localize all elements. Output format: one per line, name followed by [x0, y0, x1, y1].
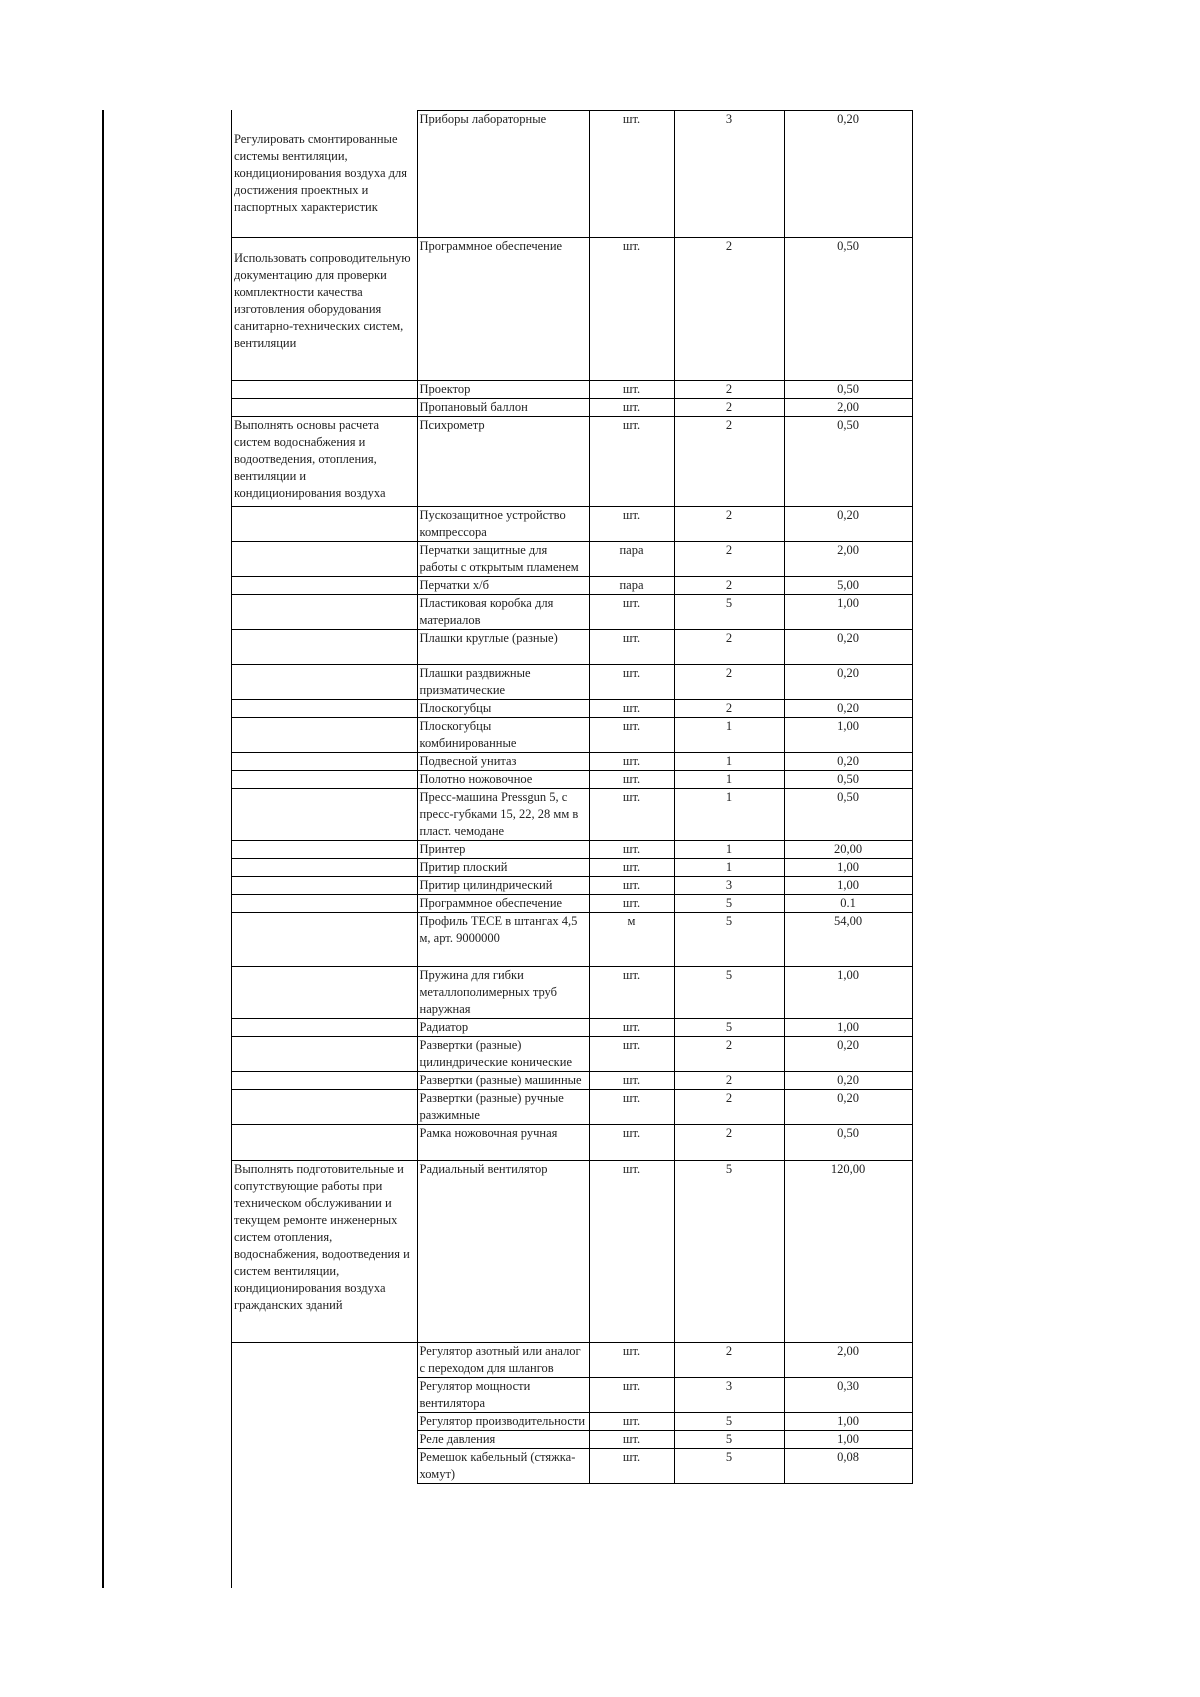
- item-cell: Пропановый баллон: [417, 399, 589, 417]
- unit-cell: шт.: [589, 753, 674, 771]
- value-cell: 1,00: [784, 859, 912, 877]
- item-cell: Программное обеспечение: [417, 895, 589, 913]
- value-cell: 0,20: [784, 665, 912, 700]
- qty-cell: 2: [674, 507, 784, 542]
- qty-cell: 5: [674, 1413, 784, 1431]
- competency-cell: [232, 1378, 417, 1413]
- unit-cell: шт.: [589, 771, 674, 789]
- unit-cell: шт.: [589, 859, 674, 877]
- competency-cell: [232, 1019, 417, 1037]
- competency-cell: [232, 1413, 417, 1431]
- value-cell: 1,00: [784, 1413, 912, 1431]
- table-row: [232, 1431, 912, 1449]
- competency-cell: [232, 753, 417, 771]
- item-cell: Подвесной унитаз: [417, 753, 589, 771]
- item-cell: Принтер: [417, 841, 589, 859]
- left-margin-line: [102, 110, 104, 1588]
- item-cell: Радиатор: [417, 1019, 589, 1037]
- item-cell: Развертки (разные) машинные: [417, 1072, 589, 1090]
- competency-cell: [232, 399, 417, 417]
- table-row: [232, 718, 912, 753]
- unit-cell: шт.: [589, 665, 674, 700]
- competency-cell: [232, 381, 417, 399]
- value-cell: 20,00: [784, 841, 912, 859]
- item-cell: Пускозащитное устройство компрессора: [417, 507, 589, 542]
- competency-cell: [232, 913, 417, 967]
- qty-cell: 2: [674, 1037, 784, 1072]
- unit-cell: шт.: [589, 1019, 674, 1037]
- competency-cell: [232, 859, 417, 877]
- table-row: [232, 877, 912, 895]
- value-cell: 0,20: [784, 111, 912, 238]
- value-cell: 0,20: [784, 753, 912, 771]
- qty-cell: 2: [674, 700, 784, 718]
- item-cell: Перчатки х/б: [417, 577, 589, 595]
- unit-cell: шт.: [589, 1449, 674, 1484]
- table-row: [232, 577, 912, 595]
- unit-cell: шт.: [589, 111, 674, 238]
- item-cell: Психрометр: [417, 417, 589, 507]
- value-cell: 54,00: [784, 913, 912, 967]
- table-row: [232, 1449, 912, 1484]
- table-row: [232, 859, 912, 877]
- item-cell: Пластиковая коробка для материалов: [417, 595, 589, 630]
- unit-cell: шт.: [589, 630, 674, 665]
- value-cell: 0,08: [784, 1449, 912, 1484]
- qty-cell: 2: [674, 1125, 784, 1161]
- item-cell: Притир плоский: [417, 859, 589, 877]
- qty-cell: 2: [674, 238, 784, 381]
- competency-cell: [232, 1072, 417, 1090]
- unit-cell: м: [589, 913, 674, 967]
- item-cell: Приборы лабораторные: [417, 111, 589, 238]
- unit-cell: шт.: [589, 1161, 674, 1343]
- qty-cell: 1: [674, 841, 784, 859]
- competency-cell: [232, 507, 417, 542]
- competency-cell: [232, 577, 417, 595]
- competency-cell: [232, 1431, 417, 1449]
- value-cell: 0,50: [784, 417, 912, 507]
- unit-cell: шт.: [589, 1037, 674, 1072]
- competency-cell: [232, 238, 417, 381]
- unit-cell: шт.: [589, 1343, 674, 1378]
- unit-cell: шт.: [589, 417, 674, 507]
- unit-cell: пара: [589, 577, 674, 595]
- competency-cell: [232, 718, 417, 753]
- unit-cell: шт.: [589, 507, 674, 542]
- item-cell: Профиль ТЕСЕ в штангах 4,5 м, арт. 9000000: [417, 913, 589, 967]
- unit-cell: шт.: [589, 1125, 674, 1161]
- table-row: [232, 238, 912, 381]
- value-cell: 1,00: [784, 1431, 912, 1449]
- table-row: [232, 771, 912, 789]
- unit-cell: шт.: [589, 1072, 674, 1090]
- competency-cell: [232, 542, 417, 577]
- competency-cell: [232, 1090, 417, 1125]
- qty-cell: 2: [674, 399, 784, 417]
- qty-cell: 2: [674, 417, 784, 507]
- competency-cell: [232, 967, 417, 1019]
- table-row: [232, 913, 912, 967]
- qty-cell: 2: [674, 542, 784, 577]
- item-cell: Притир цилиндрический: [417, 877, 589, 895]
- item-cell: Пружина для гибки металлополимерных труб наружная: [417, 967, 589, 1019]
- competency-cell: [232, 1125, 417, 1161]
- item-cell: Радиальный вентилятор: [417, 1161, 589, 1343]
- qty-cell: 3: [674, 877, 784, 895]
- competency-cell: [232, 789, 417, 841]
- value-cell: 1,00: [784, 595, 912, 630]
- table-row: [232, 967, 912, 1019]
- table-row: [232, 630, 912, 665]
- table-row: [232, 1343, 912, 1378]
- qty-cell: 5: [674, 967, 784, 1019]
- unit-cell: шт.: [589, 895, 674, 913]
- competency-cell: [232, 1343, 417, 1378]
- item-cell: Перчатки защитные для работы с открытым пламенем: [417, 542, 589, 577]
- qty-cell: 2: [674, 577, 784, 595]
- table-row: [232, 1161, 912, 1343]
- value-cell: 0,20: [784, 700, 912, 718]
- qty-cell: 2: [674, 630, 784, 665]
- competency-cell: [232, 771, 417, 789]
- value-cell: 1,00: [784, 877, 912, 895]
- table-row: [232, 417, 912, 507]
- item-cell: Программное обеспечение: [417, 238, 589, 381]
- unit-cell: шт.: [589, 789, 674, 841]
- table-row: [232, 665, 912, 700]
- qty-cell: 5: [674, 1019, 784, 1037]
- qty-cell: 5: [674, 895, 784, 913]
- value-cell: 0,50: [784, 789, 912, 841]
- value-cell: 0,20: [784, 630, 912, 665]
- table-row: [232, 841, 912, 859]
- value-cell: 0,20: [784, 1037, 912, 1072]
- table-row: [232, 1072, 912, 1090]
- qty-cell: 3: [674, 111, 784, 238]
- value-cell: 2,00: [784, 542, 912, 577]
- value-cell: 0,20: [784, 507, 912, 542]
- value-cell: 1,00: [784, 1019, 912, 1037]
- qty-cell: 1: [674, 753, 784, 771]
- item-cell: Реле давления: [417, 1431, 589, 1449]
- competency-cell: [232, 630, 417, 665]
- unit-cell: шт.: [589, 1431, 674, 1449]
- table-row: [232, 542, 912, 577]
- table-row: [232, 507, 912, 542]
- qty-cell: 1: [674, 771, 784, 789]
- table-row: [232, 1413, 912, 1431]
- competency-cell: Выполнять основы расчета систем водоснабжения и водоотведения, отопления, вентиляции и кондиционирования воздуха: [232, 417, 417, 507]
- unit-cell: шт.: [589, 399, 674, 417]
- qty-cell: 5: [674, 1449, 784, 1484]
- competency-cell: [232, 841, 417, 859]
- competency-cell: [232, 595, 417, 630]
- item-cell: Пресс-машина Pressgun 5, с пресс-губками 15, 22, 28 мм в пласт. чемодане: [417, 789, 589, 841]
- value-cell: 0,50: [784, 381, 912, 399]
- item-cell: Развертки (разные) ручные разжимные: [417, 1090, 589, 1125]
- item-cell: Плоскогубцы комбинированные: [417, 718, 589, 753]
- table-row: [232, 111, 912, 238]
- value-cell: 5,00: [784, 577, 912, 595]
- unit-cell: шт.: [589, 381, 674, 399]
- value-cell: 0,30: [784, 1378, 912, 1413]
- item-cell: Ремешок кабельный (стяжка-хомут): [417, 1449, 589, 1484]
- value-cell: 1,00: [784, 967, 912, 1019]
- item-cell: Рамка ножовочная ручная: [417, 1125, 589, 1161]
- table-row: [232, 700, 912, 718]
- qty-cell: 3: [674, 1378, 784, 1413]
- value-cell: 0.1: [784, 895, 912, 913]
- item-cell: Проектор: [417, 381, 589, 399]
- item-cell: Полотно ножовочное: [417, 771, 589, 789]
- item-cell: Плоскогубцы: [417, 700, 589, 718]
- qty-cell: 2: [674, 1090, 784, 1125]
- unit-cell: шт.: [589, 1090, 674, 1125]
- competency-cell: [232, 877, 417, 895]
- table-row: [232, 1037, 912, 1072]
- item-cell: Регулятор азотный или аналог с переходом для шлангов: [417, 1343, 589, 1378]
- item-cell: Плашки раздвижные призматические: [417, 665, 589, 700]
- competency-cell: [232, 1037, 417, 1072]
- value-cell: 2,00: [784, 1343, 912, 1378]
- competency-cell: Выполнять подготовительные и сопутствующие работы при техническом обслуживании и текущем ремонте инженерных систем отопления, водоснабжения, водоотведения и систем вентиляции, кондиционирования воздуха гражданских зданий: [232, 1161, 417, 1343]
- unit-cell: шт.: [589, 967, 674, 1019]
- qty-cell: 2: [674, 665, 784, 700]
- value-cell: 2,00: [784, 399, 912, 417]
- value-cell: 0,20: [784, 1090, 912, 1125]
- value-cell: 0,50: [784, 1125, 912, 1161]
- table-row: [232, 381, 912, 399]
- unit-cell: пара: [589, 542, 674, 577]
- competency-cell: [232, 665, 417, 700]
- qty-cell: 1: [674, 859, 784, 877]
- item-cell: Регулятор производительности: [417, 1413, 589, 1431]
- unit-cell: шт.: [589, 877, 674, 895]
- table-row: [232, 895, 912, 913]
- unit-cell: шт.: [589, 700, 674, 718]
- table-row: [232, 595, 912, 630]
- table-row: [232, 399, 912, 417]
- unit-cell: шт.: [589, 1413, 674, 1431]
- value-cell: 0,20: [784, 1072, 912, 1090]
- qty-cell: 5: [674, 913, 784, 967]
- value-cell: 1,00: [784, 718, 912, 753]
- value-cell: 0,50: [784, 238, 912, 381]
- competency-cell: [232, 111, 417, 238]
- table-row: [232, 753, 912, 771]
- value-cell: 0,50: [784, 771, 912, 789]
- qty-cell: 2: [674, 1343, 784, 1378]
- qty-cell: 1: [674, 718, 784, 753]
- qty-cell: 5: [674, 1431, 784, 1449]
- value-cell: 120,00: [784, 1161, 912, 1343]
- qty-cell: 5: [674, 1161, 784, 1343]
- qty-cell: 2: [674, 1072, 784, 1090]
- competency-text: Использовать сопроводительную документацию для проверки комплектности качества изготовления оборудования санитарно-технических систем, вентиляции: [234, 251, 411, 350]
- item-cell: Развертки (разные) цилиндрические конические: [417, 1037, 589, 1072]
- unit-cell: шт.: [589, 841, 674, 859]
- competency-cell: [232, 700, 417, 718]
- competency-cell: [232, 1449, 417, 1484]
- table-row: [232, 1378, 912, 1413]
- qty-cell: 5: [674, 595, 784, 630]
- qty-cell: 1: [674, 789, 784, 841]
- item-cell: Регулятор мощности вентилятора: [417, 1378, 589, 1413]
- table-row: [232, 1019, 912, 1037]
- unit-cell: шт.: [589, 718, 674, 753]
- unit-cell: шт.: [589, 1378, 674, 1413]
- table-row: [232, 1125, 912, 1161]
- unit-cell: шт.: [589, 595, 674, 630]
- competency-text: Регулировать смонтированные системы вентиляции, кондиционирования воздуха для достижения проектных и паспортных характеристик: [234, 131, 407, 214]
- competency-cell: [232, 895, 417, 913]
- equipment-table: [232, 110, 913, 1484]
- unit-cell: шт.: [589, 238, 674, 381]
- qty-cell: 2: [674, 381, 784, 399]
- table-row: [232, 1090, 912, 1125]
- item-cell: Плашки круглые (разные): [417, 630, 589, 665]
- table-row: [232, 789, 912, 841]
